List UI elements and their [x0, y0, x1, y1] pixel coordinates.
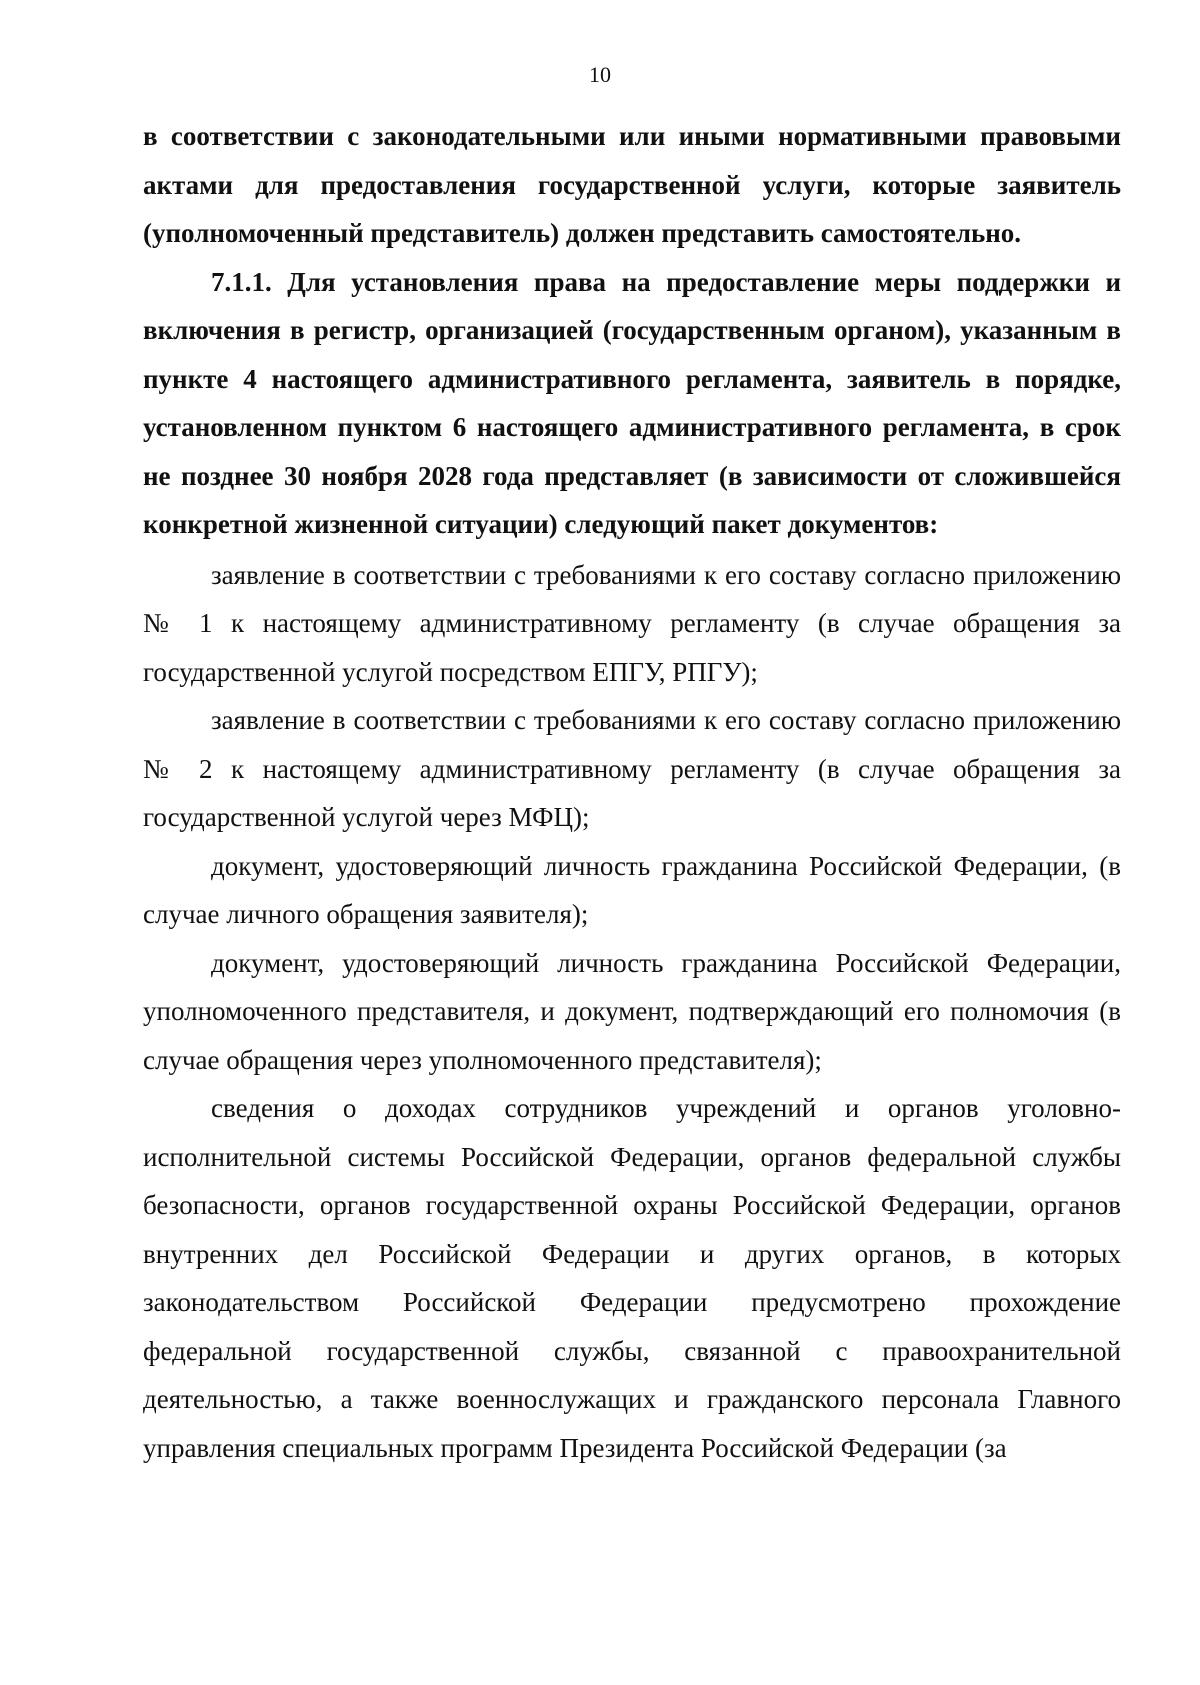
- list-item-representative-documents: документ, удостоверяющий личность гражданина Российской Федерации, уполномоченного представителя, и документ, подтверждающий его полномочия (в случае обращения через уполномоченного представителя);: [143, 947, 1121, 1075]
- list-item-identity-document: документ, удостоверяющий личность гражданина Российской Федерации, (в случае личного обращения заявителя);: [143, 850, 1121, 929]
- list-item-income-information: сведения о доходах сотрудников учреждений и органов уголовно-исполнительной системы Российской Федерации, органов федеральной службы безопасности, органов государственной охраны Российской Федерации, органов внутренних дел Российской Федерации и других органов, в которых законодательством Российской Федерации предусмотрено прохождение федеральной государственной службы, связанной с правоохранительной деятельностью, а также военнослужащих и гражданского персонала Главного управления специальных программ Президента Российской Федерации (за: [143, 1093, 1121, 1463]
- list-item-application-mfc: заявление в соответствии с требованиями к его составу согласно приложению № 2 к настоящему административному регламенту (в случае обращения за государственной услугой через МФЦ);: [143, 705, 1121, 832]
- document-body: [143, 112, 1121, 1472]
- paragraph-7-1-1: 7.1.1. Для установления права на предоставление меры поддержки и включения в регистр, организацией (государственным органом), указанным в пункте 4 настоящего административного регламента, заявитель в порядке, установленном пунктом 6 настоящего административного регламента, в срок не позднее 30 ноября 2028 года представляет (в зависимости от сложившейся конкретной жизненной ситуации) следующий пакет документов:: [143, 266, 1121, 539]
- page-number: 10: [589, 62, 611, 87]
- paragraph-continuation: в соответствии с законодательными или иными нормативными правовыми актами для предоставления государственной услуги, которые заявитель (уполномоченный представитель) должен представить самостоятельно.: [143, 121, 1121, 248]
- list-item-application-epgu: заявление в соответствии с требованиями к его составу согласно приложению № 1 к настоящему административному регламенту (в случае обращения за государственной услугой посредством ЕПГУ, РПГУ);: [143, 559, 1121, 687]
